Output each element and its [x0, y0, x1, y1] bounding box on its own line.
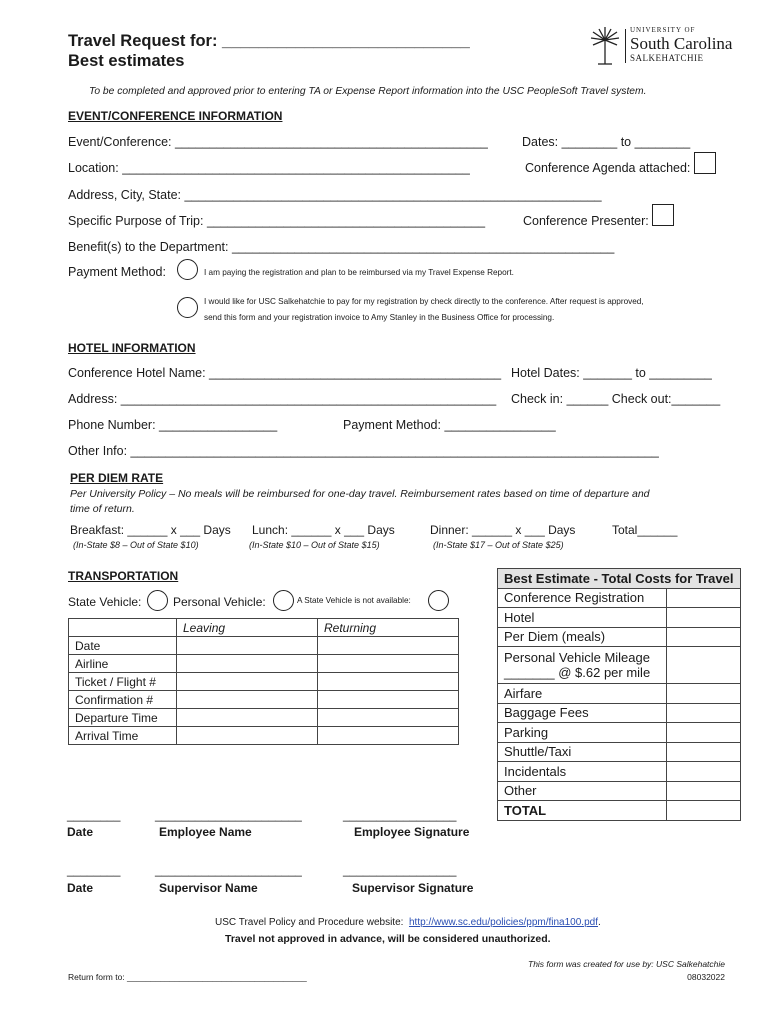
employee-signature-label: Employee Signature — [354, 825, 470, 839]
breakfast-field[interactable]: Breakfast: ______ x ___ Days — [70, 523, 231, 537]
lunch-rate: (In-State $10 – Out of State $15) — [249, 540, 380, 550]
cost-label: Other — [498, 781, 667, 801]
cost-label: Airfare — [498, 684, 667, 704]
pay-reimburse-radio[interactable] — [177, 259, 198, 280]
cost-label: Per Diem (meals) — [498, 627, 667, 647]
transportation-section-heading: TRANSPORTATION — [68, 569, 179, 583]
table-row — [498, 608, 741, 628]
hotel-address-field[interactable]: Address: ______________________________________________________ — [68, 392, 497, 406]
palmetto-tree-icon — [588, 26, 622, 66]
not-available-radio[interactable] — [428, 590, 449, 611]
supervisor-name-label: Supervisor Name — [159, 881, 258, 895]
cost-label: Shuttle/Taxi — [498, 742, 667, 762]
perdiem-section-heading: PER DIEM RATE — [70, 471, 164, 485]
cost-amount-cell[interactable] — [667, 608, 741, 628]
table-row — [498, 723, 741, 743]
payment-method-label: Payment Method: — [68, 265, 166, 279]
table-row — [69, 673, 459, 691]
policy-line — [215, 917, 601, 928]
best-estimate-heading: Best Estimate - Total Costs for Travel — [498, 569, 741, 589]
cost-amount-cell[interactable] — [667, 781, 741, 801]
hotel-payment-field[interactable]: Payment Method: ________________ — [343, 418, 556, 432]
cost-amount-cell[interactable] — [667, 684, 741, 704]
total-label: TOTAL — [498, 801, 667, 821]
perdiem-total-field[interactable]: Total______ — [612, 523, 678, 537]
returning-cell[interactable] — [318, 637, 459, 655]
supervisor-date-line[interactable]: ________ — [67, 863, 121, 877]
return-form-field[interactable]: Return form to: ______________________________________ — [68, 972, 307, 982]
department-benefit-field[interactable]: Benefit(s) to the Department: _______________________________________________________ — [68, 240, 615, 254]
table-row — [69, 709, 459, 727]
returning-cell[interactable] — [318, 673, 459, 691]
mileage-label: Personal Vehicle Mileage — [504, 650, 650, 665]
table-row — [69, 655, 459, 673]
cost-amount-cell[interactable] — [667, 723, 741, 743]
leaving-cell[interactable] — [177, 637, 318, 655]
employee-date-line[interactable]: ________ — [67, 808, 121, 822]
pay-by-check-label-2: send this form and your registration invoice to Amy Stanley in the Business Office for processing. — [204, 313, 555, 322]
total-amount-cell[interactable] — [667, 801, 741, 821]
leaving-cell[interactable] — [177, 691, 318, 709]
hotel-phone-field[interactable]: Phone Number: _________________ — [68, 418, 278, 432]
employee-name-line[interactable]: ______________________ — [155, 808, 302, 822]
table-row — [498, 588, 741, 608]
state-vehicle-label: State Vehicle: — [68, 595, 142, 609]
form-subtitle: Best estimates — [68, 52, 185, 70]
logo-university-of: UNIVERSITY OF — [630, 26, 696, 34]
instruction-text: To be completed and approved prior to entering TA or Expense Report information into the USC PeopleSoft Travel system. — [89, 86, 647, 97]
supervisor-signature-label: Supervisor Signature — [352, 881, 474, 895]
supervisor-name-line[interactable]: ______________________ — [155, 863, 302, 877]
row-label: Departure Time — [69, 709, 177, 727]
policy-suffix: . — [597, 917, 601, 928]
table-row — [498, 742, 741, 762]
perdiem-policy-1: Per University Policy – No meals will be reimbursed for one-day travel. Reimbursement rates based on time of departure and — [70, 488, 650, 500]
event-dates-field[interactable]: Dates: ________ to ________ — [522, 135, 691, 149]
cost-amount-cell[interactable] — [667, 647, 741, 684]
table-row — [498, 684, 741, 704]
hotel-section-heading: HOTEL INFORMATION — [68, 341, 196, 355]
event-location-field[interactable]: Location: __________________________________________________ — [68, 161, 470, 175]
table-row — [498, 627, 741, 647]
personal-vehicle-label: Personal Vehicle: — [173, 595, 266, 609]
supervisor-signature-line[interactable]: _________________ — [343, 863, 457, 877]
state-vehicle-radio[interactable] — [147, 590, 168, 611]
presenter-label: Conference Presenter: — [523, 214, 649, 228]
table-row — [498, 801, 741, 821]
table-row — [498, 781, 741, 801]
returning-cell[interactable] — [318, 655, 459, 673]
lunch-field[interactable]: Lunch: ______ x ___ Days — [252, 523, 395, 537]
employee-signature-line[interactable]: _________________ — [343, 808, 457, 822]
table-row — [498, 703, 741, 723]
leaving-cell[interactable] — [177, 655, 318, 673]
university-logo — [588, 26, 748, 68]
table-header-row — [69, 619, 459, 637]
returning-cell[interactable] — [318, 709, 459, 727]
row-label: Confirmation # — [69, 691, 177, 709]
employee-date-label: Date — [67, 825, 94, 839]
hotel-dates-field[interactable]: Hotel Dates: _______ to _________ — [511, 366, 712, 380]
pay-by-check-radio[interactable] — [177, 297, 198, 318]
dinner-rate: (In-State $17 – Out of State $25) — [433, 540, 564, 550]
event-conference-field[interactable]: Event/Conference: _____________________________________________ — [68, 135, 488, 149]
breakfast-rate: (In-State $8 – Out of State $10) — [73, 540, 199, 550]
row-label: Arrival Time — [69, 727, 177, 745]
trip-purpose-field[interactable]: Specific Purpose of Trip: ________________________________________ — [68, 214, 486, 228]
not-available-label: A State Vehicle is not available: — [297, 596, 411, 605]
supervisor-date-label: Date — [67, 881, 94, 895]
agenda-checkbox[interactable] — [694, 152, 716, 174]
event-address-field[interactable]: Address, City, State: ____________________________________________________________ — [68, 188, 602, 202]
hotel-other-info-field[interactable]: Other Info: ____________________________________________________________________________ — [68, 444, 659, 458]
agenda-label: Conference Agenda attached: — [525, 161, 691, 175]
hotel-checkin-field[interactable]: Check in: ______ Check out:_______ — [511, 392, 721, 406]
col-returning: Returning — [318, 619, 459, 637]
pay-reimburse-label: I am paying the registration and plan to be reimbursed via my Travel Expense Report. — [204, 268, 514, 277]
table-row — [69, 637, 459, 655]
col-leaving: Leaving — [177, 619, 318, 637]
table-row — [69, 691, 459, 709]
policy-link[interactable]: http://www.sc.edu/policies/ppm/fina100.pdf — [408, 917, 598, 928]
cost-label: Baggage Fees — [498, 703, 667, 723]
cost-label: Hotel — [498, 608, 667, 628]
cost-label: Conference Registration — [498, 588, 667, 608]
cost-label: Incidentals — [498, 762, 667, 782]
form-version: 08032022 — [687, 972, 725, 982]
dinner-field[interactable]: Dinner: ______ x ___ Days — [430, 523, 576, 537]
leaving-cell[interactable] — [177, 727, 318, 745]
cost-amount-cell[interactable] — [667, 627, 741, 647]
row-label: Date — [69, 637, 177, 655]
cost-amount-cell[interactable] — [667, 742, 741, 762]
table-row — [69, 727, 459, 745]
best-estimate-table — [497, 568, 741, 821]
logo-south-carolina: South Carolina — [630, 34, 733, 53]
table-row — [498, 647, 741, 684]
event-section-heading: EVENT/CONFERENCE INFORMATION — [68, 109, 283, 123]
presenter-checkbox[interactable] — [652, 204, 674, 226]
form-title: Travel Request for: ___________________________ — [68, 32, 470, 50]
created-by-note: This form was created for use by: USC Salkehatchie — [528, 959, 725, 969]
employee-name-label: Employee Name — [159, 825, 252, 839]
cost-label — [498, 647, 667, 684]
personal-vehicle-radio[interactable] — [273, 590, 294, 611]
table-row — [498, 762, 741, 782]
cost-amount-cell[interactable] — [667, 588, 741, 608]
mileage-rate[interactable]: _______ @ $.62 per mile — [504, 665, 651, 680]
pay-by-check-label-1: I would like for USC Salkehatchie to pay for my registration by check directly to the conference. After request is approved, — [204, 297, 644, 306]
returning-cell[interactable] — [318, 691, 459, 709]
cost-label: Parking — [498, 723, 667, 743]
approval-warning: Travel not approved in advance, will be considered unauthorized. — [225, 933, 551, 945]
leaving-cell[interactable] — [177, 673, 318, 691]
cost-amount-cell[interactable] — [667, 762, 741, 782]
transportation-table — [68, 618, 459, 745]
row-label: Airline — [69, 655, 177, 673]
policy-prefix: USC Travel Policy and Procedure website: — [215, 917, 404, 928]
cost-amount-cell[interactable] — [667, 703, 741, 723]
leaving-cell[interactable] — [177, 709, 318, 727]
hotel-name-field[interactable]: Conference Hotel Name: __________________________________________ — [68, 366, 502, 380]
row-label: Ticket / Flight # — [69, 673, 177, 691]
returning-cell[interactable] — [318, 727, 459, 745]
perdiem-policy-2: time of return. — [70, 503, 135, 515]
logo-salkehatchie: SALKEHATCHIE — [630, 53, 704, 63]
